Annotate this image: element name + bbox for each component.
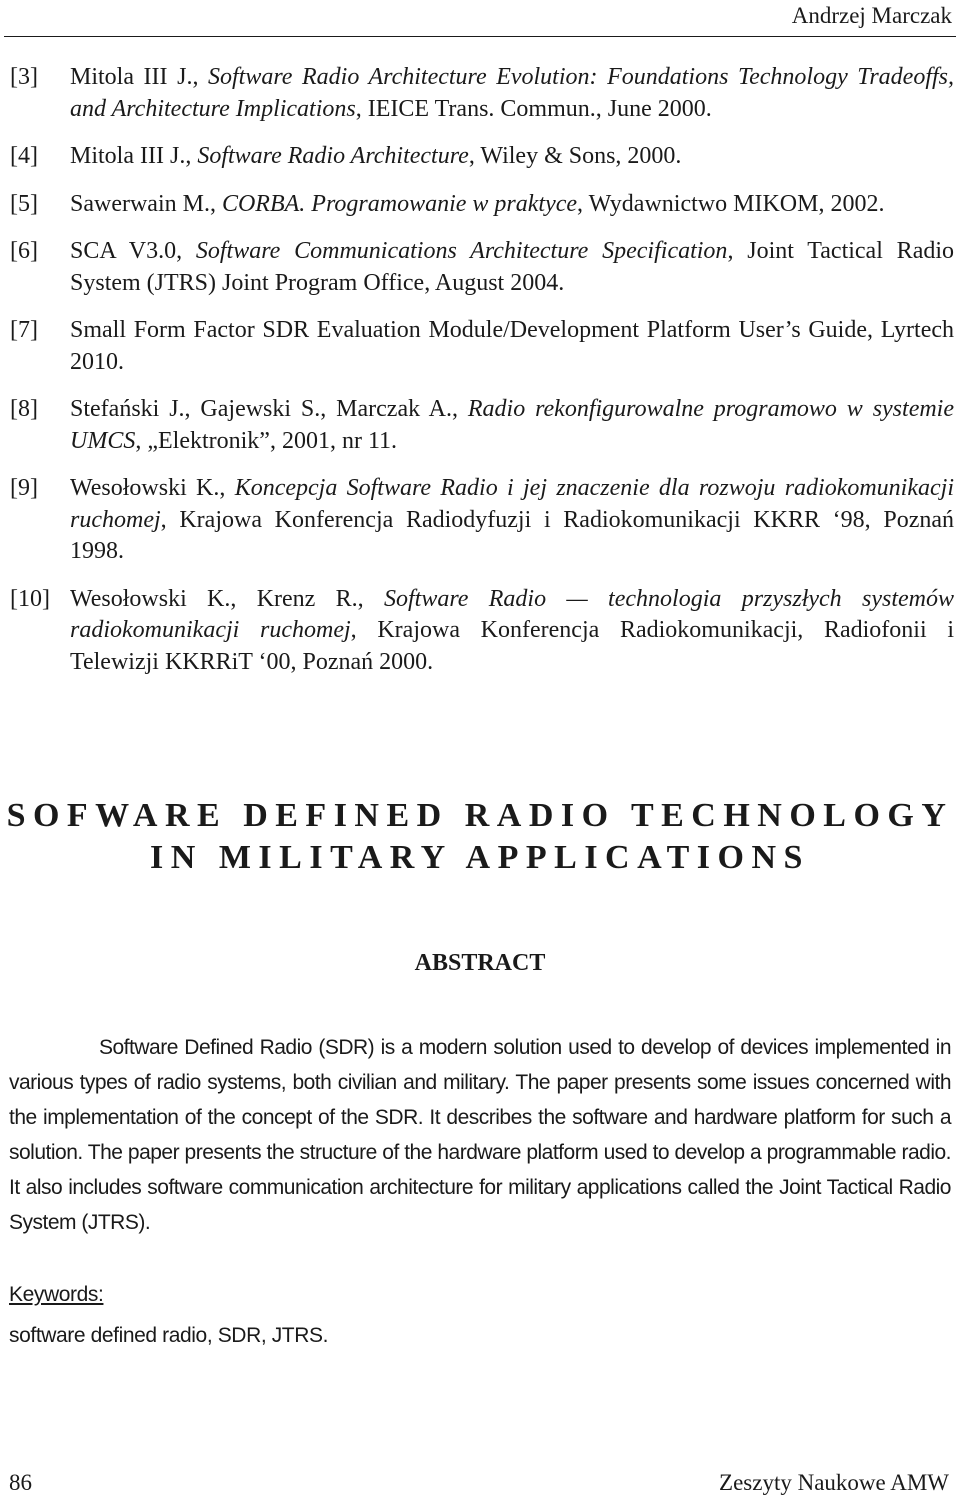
abstract-body xyxy=(9,1030,951,1240)
reference-item xyxy=(10,141,954,173)
reference-number: [5] xyxy=(10,190,38,217)
header-rule xyxy=(4,36,956,37)
reference-text-part: , IEICE Trans. Commun., June 2000. xyxy=(355,95,712,122)
reference-text-part: Mitola III J., xyxy=(70,143,198,169)
reference-text-part: , „Elektronik”, 2001, nr 11. xyxy=(135,427,398,454)
journal-name: Zeszyty Naukowe AMW xyxy=(719,1470,949,1495)
reference-text-part: Wesołowski K., Krenz R., xyxy=(70,585,384,612)
reference-text-part: Small Form Factor SDR Evaluation Module/Development Platform User’s Guide, Lyrtech 2010. xyxy=(70,317,954,375)
keywords-label: Keywords: xyxy=(9,1283,104,1306)
reference-item xyxy=(10,584,954,679)
keywords-text: software defined radio, SDR, JTRS. xyxy=(9,1324,329,1347)
reference-text xyxy=(70,473,954,568)
reference-text-part: , Krajowa Konferencja Radiodyfuzji i Radiokomunikacji KKRR ‘98, Poznań 1998. xyxy=(70,506,954,564)
running-head-author: Andrzej Marczak xyxy=(791,3,952,28)
reference-text xyxy=(70,189,954,221)
reference-title-italic: Software Radio — technologia przyszłych systemów radiokomunikacji ruchomej xyxy=(70,585,954,643)
reference-title-italic: Software Communications Architecture Specification xyxy=(195,238,728,264)
reference-item xyxy=(10,236,954,299)
reference-text xyxy=(70,236,954,299)
reference-text-part: Wesołowski K., xyxy=(70,475,235,501)
reference-text-part: Stefański J., Gajewski S., Marczak A., xyxy=(70,396,468,422)
reference-text-part: , Joint Tactical Radio System (JTRS) Joint Program Office, August 2004. xyxy=(70,238,955,296)
reference-item xyxy=(10,473,954,568)
reference-text-part: Mitola III J., xyxy=(70,64,208,90)
abstract-text: Software Defined Radio (SDR) is a modern solution used to develop of devices implemented in various types of radio systems, both civilian and military. The paper presents some issues concerned with the implementation of the concept of the SDR. It describes the software and hardware platform for such a solution. The paper presents the structure of the hardware platform used to develop a programmable radio. It also includes software communication architecture for military applications called the Joint Tactical Radio System (JTRS). xyxy=(9,1036,951,1234)
reference-text-part: , Wiley & Sons, 2000. xyxy=(468,143,682,169)
reference-text-part: SCA V3.0, xyxy=(70,238,196,264)
abstract-heading: ABSTRACT xyxy=(414,950,546,976)
reference-number: [10] xyxy=(10,585,50,612)
reference-text-part: Sawerwain M., xyxy=(70,190,222,217)
reference-text xyxy=(70,394,954,457)
reference-title-italic: Radio rekonfigurowalne programowo w systemie UMCS xyxy=(70,396,954,454)
reference-item xyxy=(10,189,954,221)
reference-number: [4] xyxy=(10,143,38,169)
page-header xyxy=(0,0,960,40)
reference-title-italic: Software Radio Architecture Evolution: Foundations Technology Tradeoffs, and Architecture Implications xyxy=(70,64,954,122)
page-footer xyxy=(0,1466,960,1498)
reference-number: [8] xyxy=(10,396,38,422)
reference-text-part: , Krajowa Konferencja Radiokomunikacji, Radiofonii i Telewizji KKRRiT ‘00, Poznań 2000. xyxy=(70,617,954,675)
title-line-2: IN MILITARY APPLICATIONS xyxy=(150,839,810,876)
reference-number: [6] xyxy=(10,238,38,264)
reference-list xyxy=(10,62,954,694)
reference-text-part: , Wydawnictwo MIKOM, 2002. xyxy=(577,190,885,217)
reference-title-italic: Software Radio Architecture xyxy=(197,143,469,169)
reference-number: [3] xyxy=(10,64,38,90)
paper-title xyxy=(0,795,960,879)
reference-number: [7] xyxy=(10,317,38,343)
reference-text xyxy=(70,141,954,173)
reference-item xyxy=(10,315,954,378)
reference-item xyxy=(10,62,954,125)
reference-text xyxy=(70,62,954,125)
reference-item xyxy=(10,394,954,457)
reference-number: [9] xyxy=(10,475,38,501)
reference-text xyxy=(70,584,954,679)
reference-text xyxy=(70,315,954,378)
title-line-1: SOFWARE DEFINED RADIO TECHNOLOGY xyxy=(6,797,954,834)
reference-title-italic: CORBA. Programowanie w praktyce xyxy=(221,190,578,217)
page-number: 86 xyxy=(9,1470,32,1495)
reference-title-italic: Koncepcja Software Radio i jej znaczenie dla rozwoju radiokomunikacji ruchomej xyxy=(70,475,954,533)
